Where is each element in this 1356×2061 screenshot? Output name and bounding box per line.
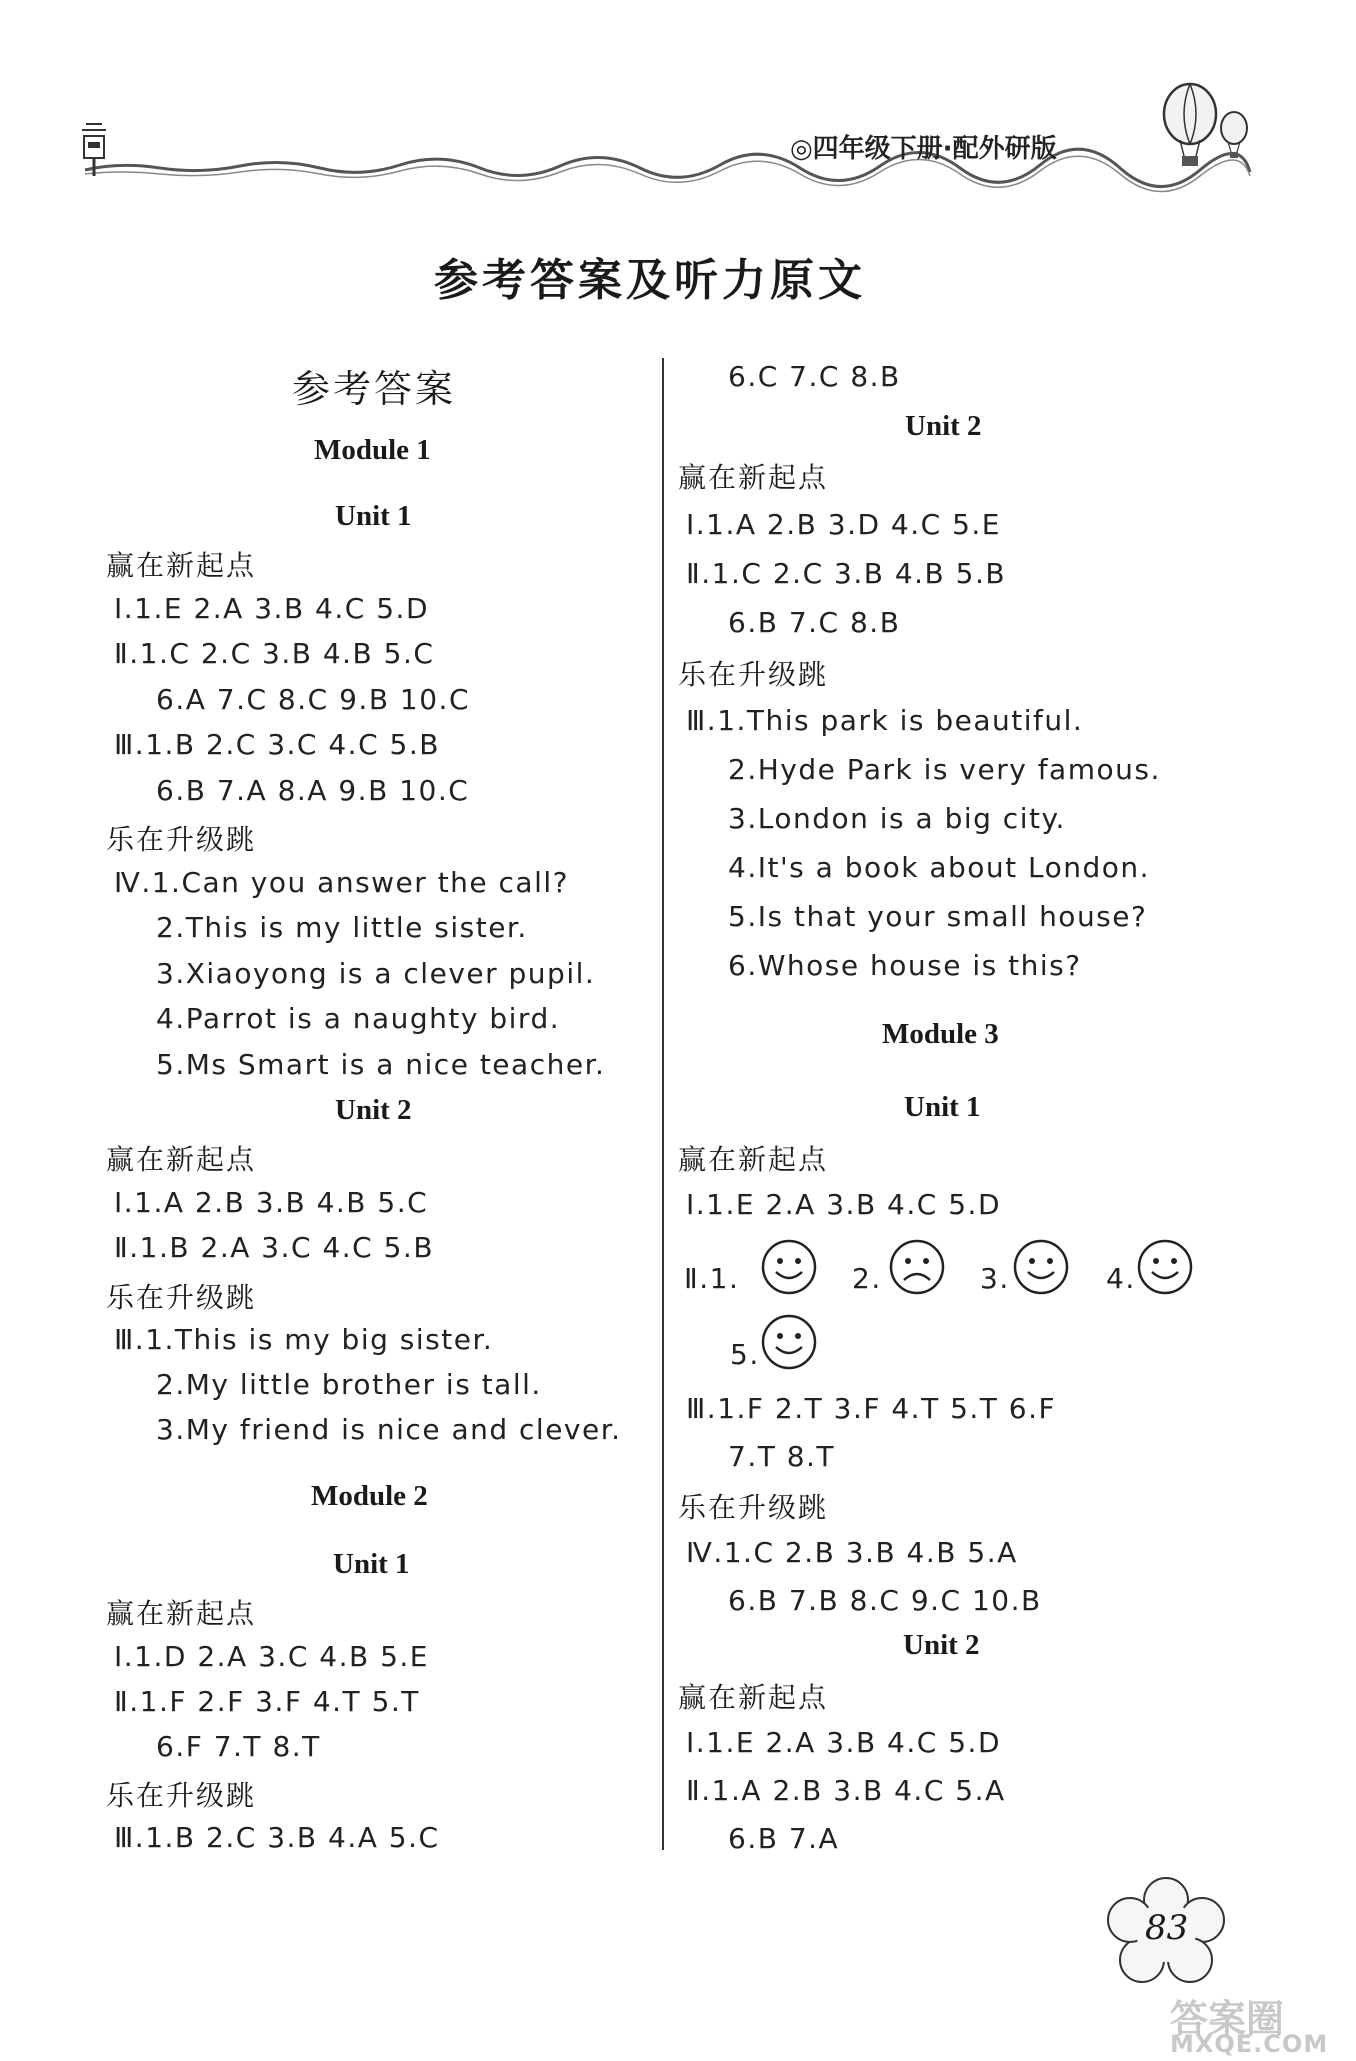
answer-line: Ⅱ.1.A 2.B 3.B 4.C 5.A — [686, 1774, 1006, 1807]
answer-line: Ⅲ.1.B 2.C 3.C 4.C 5.B — [114, 728, 440, 761]
answer-line: 2.My little brother is tall. — [156, 1368, 542, 1401]
hot-air-balloon-icon — [1150, 78, 1260, 178]
answer-line: 4.It's a book about London. — [728, 851, 1151, 884]
answer-label: 5. — [730, 1338, 760, 1371]
answer-line: Ⅱ.1.C 2.C 3.B 4.B 5.C — [114, 637, 435, 670]
unit-heading: Unit 1 — [904, 1091, 981, 1123]
section-heading: 参考答案 — [292, 367, 457, 411]
unit-heading: Unit 2 — [905, 410, 982, 442]
answer-line: 3.Xiaoyong is a clever pupil. — [156, 957, 596, 990]
answer-line: 6.A 7.C 8.C 9.B 10.C — [156, 683, 471, 716]
answer-line: 6.B 7.C 8.B — [728, 606, 901, 639]
subsection-heading: 乐在升级跳 — [678, 1491, 829, 1524]
sad-face-icon — [888, 1238, 946, 1296]
watermark-url: MXQE.COM — [1170, 2030, 1329, 2058]
answer-label: 3. — [980, 1262, 1010, 1295]
answer-line: 7.T 8.T — [728, 1440, 836, 1473]
subsection-heading: 乐在升级跳 — [106, 823, 257, 856]
answer-line: Ⅰ.1.A 2.B 3.B 4.B 5.C — [114, 1186, 429, 1219]
unit-heading: Unit 2 — [335, 1094, 412, 1126]
answer-label: 2. — [852, 1262, 882, 1295]
column-divider — [662, 358, 664, 1850]
module-heading: Module 2 — [311, 1480, 428, 1512]
book-series-tag: ◎四年级下册·配外研版 — [790, 134, 1057, 164]
subsection-heading: 赢在新起点 — [106, 1143, 257, 1176]
module-heading: Module 3 — [882, 1018, 999, 1050]
answer-line: 6.Whose house is this? — [728, 949, 1082, 982]
subsection-heading: 乐在升级跳 — [678, 658, 829, 691]
subsection-heading: 赢在新起点 — [678, 1681, 829, 1714]
subsection-heading: 赢在新起点 — [106, 1597, 257, 1630]
answer-line: 3.London is a big city. — [728, 802, 1066, 835]
subsection-heading: 乐在升级跳 — [106, 1779, 257, 1812]
answer-line: Ⅰ.1.E 2.A 3.B 4.C 5.D — [114, 592, 429, 625]
answer-line: Ⅳ.1.Can you answer the call? — [114, 866, 570, 899]
answer-line: Ⅲ.1.B 2.C 3.B 4.A 5.C — [114, 1821, 440, 1854]
answer-line: Ⅲ.1.This park is beautiful. — [686, 704, 1084, 737]
happy-face-icon — [1012, 1238, 1070, 1296]
answer-line: Ⅲ.1.F 2.T 3.F 4.T 5.T 6.F — [686, 1392, 1057, 1425]
happy-face-icon — [760, 1313, 818, 1371]
answer-line: Ⅰ.1.A 2.B 3.D 4.C 5.E — [686, 508, 1001, 541]
answer-label: 4. — [1106, 1262, 1136, 1295]
subsection-heading: 赢在新起点 — [106, 549, 257, 582]
answer-line: Ⅲ.1.This is my big sister. — [114, 1323, 494, 1356]
unit-heading: Unit 1 — [335, 500, 412, 532]
answer-line: 5.Ms Smart is a nice teacher. — [156, 1048, 606, 1081]
happy-face-icon — [760, 1238, 818, 1296]
answer-line: 6.F 7.T 8.T — [156, 1730, 321, 1763]
mailbox-icon — [78, 118, 110, 178]
answer-line: Ⅰ.1.E 2.A 3.B 4.C 5.D — [686, 1188, 1001, 1221]
answer-line: 4.Parrot is a naughty bird. — [156, 1002, 561, 1035]
module-heading: Module 1 — [314, 434, 431, 466]
answer-line: Ⅰ.1.D 2.A 3.C 4.B 5.E — [114, 1640, 429, 1673]
answer-line: 2.Hyde Park is very famous. — [728, 753, 1161, 786]
answer-line: 3.My friend is nice and clever. — [156, 1413, 622, 1446]
answer-line: 6.B 7.A 8.A 9.B 10.C — [156, 774, 470, 807]
answer-line: Ⅱ.1.B 2.A 3.C 4.C 5.B — [114, 1231, 435, 1264]
watermark-logo: 答案圈 — [1170, 1997, 1285, 2041]
answer-line: 6.C 7.C 8.B — [728, 360, 901, 393]
answer-line: Ⅱ.1.C 2.C 3.B 4.B 5.B — [686, 557, 1007, 590]
answer-line: Ⅱ.1.F 2.F 3.F 4.T 5.T — [114, 1685, 420, 1718]
answer-line: Ⅳ.1.C 2.B 3.B 4.B 5.A — [686, 1536, 1018, 1569]
answer-line: 6.B 7.B 8.C 9.C 10.B — [728, 1584, 1042, 1617]
answer-line: Ⅰ.1.E 2.A 3.B 4.C 5.D — [686, 1726, 1001, 1759]
answer-label: Ⅱ.1. — [684, 1262, 740, 1295]
subsection-heading: 赢在新起点 — [678, 1143, 829, 1176]
answer-line: 5.Is that your small house? — [728, 900, 1148, 933]
page-number: 83 — [1145, 1908, 1189, 1948]
unit-heading: Unit 2 — [903, 1629, 980, 1661]
page-title: 参考答案及听力原文 — [434, 255, 866, 306]
subsection-heading: 乐在升级跳 — [106, 1281, 257, 1314]
subsection-heading: 赢在新起点 — [678, 461, 829, 494]
answer-line: 2.This is my little sister. — [156, 911, 528, 944]
answer-line: 6.B 7.A — [728, 1822, 840, 1855]
happy-face-icon — [1136, 1238, 1194, 1296]
unit-heading: Unit 1 — [333, 1548, 410, 1580]
